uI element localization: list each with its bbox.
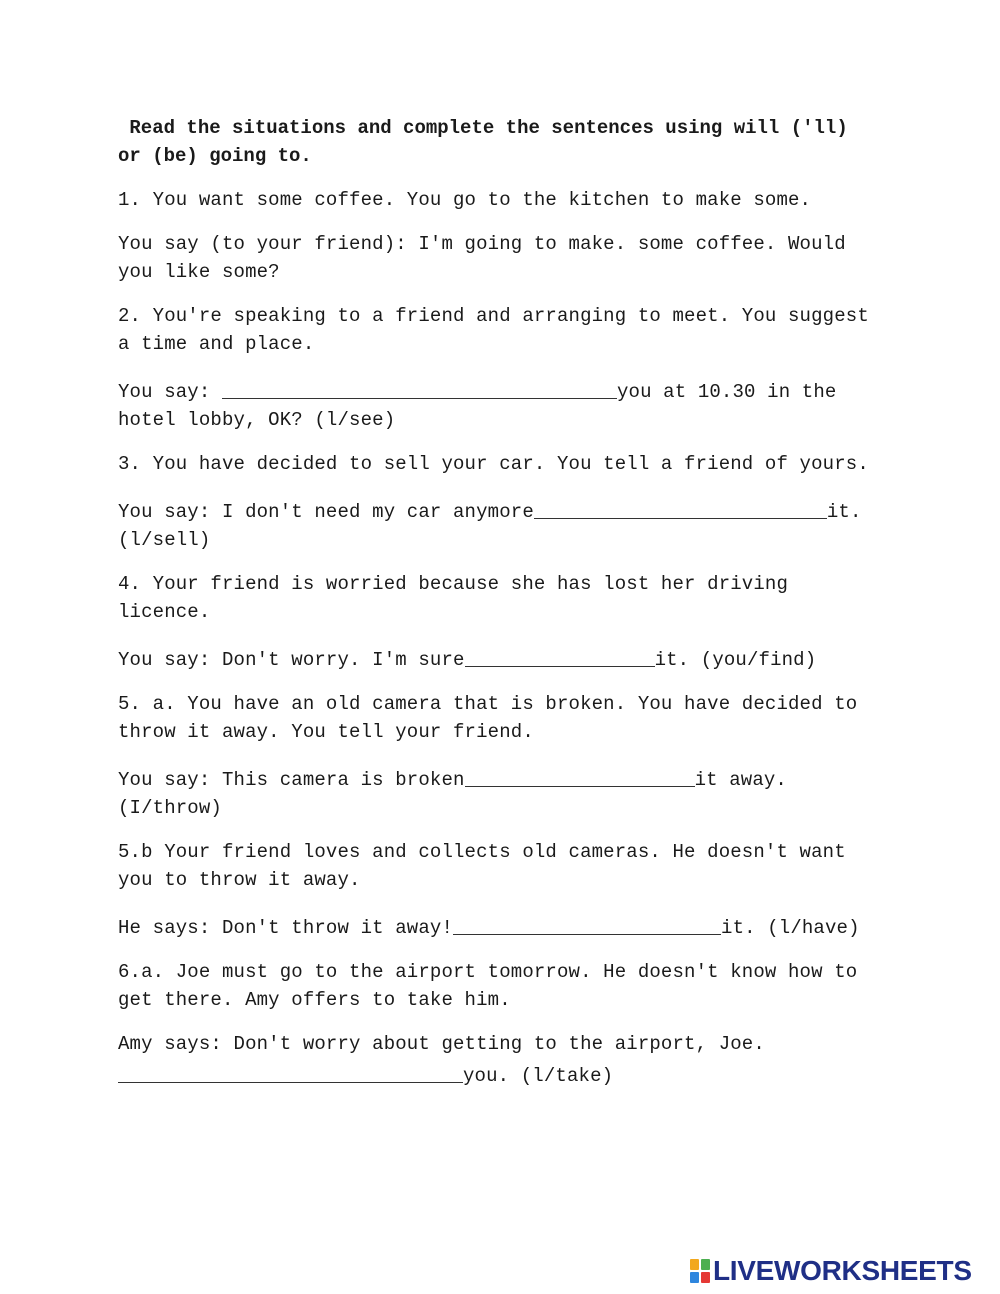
item-4-prefix: You say: Don't worry. I'm sure xyxy=(118,649,465,671)
logo-tile-3 xyxy=(690,1272,699,1283)
item-5a-suffix: it away. (I/throw) xyxy=(118,769,799,819)
item-6a-suffix: you. (l/take) xyxy=(463,1065,614,1087)
item-5a-blank[interactable] xyxy=(465,764,695,787)
item-6a-prefix: Amy says: Don't worry about getting to the airport, Joe. xyxy=(118,1033,765,1055)
logo-tile-2 xyxy=(701,1259,710,1270)
item-6a-sentence xyxy=(118,1030,878,1090)
item-5a-situation: 5. a. You have an old camera that is broken. You have decided to throw it away. You tell your friend. xyxy=(118,693,869,743)
item-2-prefix: You say: xyxy=(118,381,222,403)
item-4-suffix: it. (you/find) xyxy=(654,649,817,671)
item-3-sentence xyxy=(118,494,878,554)
item-3-prefix: You say: I don't need my car anymore xyxy=(118,501,534,523)
worksheet xyxy=(118,114,881,1106)
item-5b-suffix: it. (l/have) xyxy=(721,917,860,939)
logo-wordmark: LIVEWORKSHEETS xyxy=(713,1255,972,1286)
item-3-blank[interactable] xyxy=(534,496,827,519)
item-5b-sentence xyxy=(118,910,878,942)
item-3-situation: 3. You have decided to sell your car. You tell a friend of yours. xyxy=(118,453,869,475)
item-5b-blank[interactable] xyxy=(453,912,721,935)
logo-tile-1 xyxy=(690,1259,699,1270)
logo-tile-4 xyxy=(701,1272,710,1283)
item-5b-situation: 5.b Your friend loves and collects old cameras. He doesn't want you to throw it away. xyxy=(118,841,858,891)
item-3-suffix: it. (l/sell) xyxy=(118,501,874,551)
liveworksheets-logo-icon xyxy=(690,1259,710,1283)
item-2-sentence xyxy=(118,374,878,434)
item-4-situation: 4. Your friend is worried because she has lost her driving licence. xyxy=(118,573,800,623)
item-5a-prefix: You say: This camera is broken xyxy=(118,769,465,791)
item-1-situation: 1. You want some coffee. You go to the kitchen to make some. xyxy=(118,189,812,211)
item-5a-sentence xyxy=(118,762,878,822)
item-2-suffix: you at 10.30 in the hotel lobby, OK? (l/see) xyxy=(118,381,849,431)
item-5b-prefix: He says: Don't throw it away! xyxy=(118,917,454,939)
item-2-situation: 2. You're speaking to a friend and arranging to meet. You suggest a time and place. xyxy=(118,305,881,355)
item-4-sentence xyxy=(118,642,878,674)
liveworksheets-logo xyxy=(690,1254,972,1288)
item-2-blank[interactable] xyxy=(222,376,617,399)
item-4-blank[interactable] xyxy=(465,644,655,667)
instructions-title: Read the situations and complete the sentences using will ('ll) or (be) going to. xyxy=(118,117,860,167)
item-6a-blank[interactable] xyxy=(118,1060,463,1083)
item-1-answer: You say (to your friend): I'm going to make. some coffee. Would you like some? xyxy=(118,233,858,283)
item-6a-situation: 6.a. Joe must go to the airport tomorrow. He doesn't know how to get there. Amy offers to take him. xyxy=(118,961,869,1011)
